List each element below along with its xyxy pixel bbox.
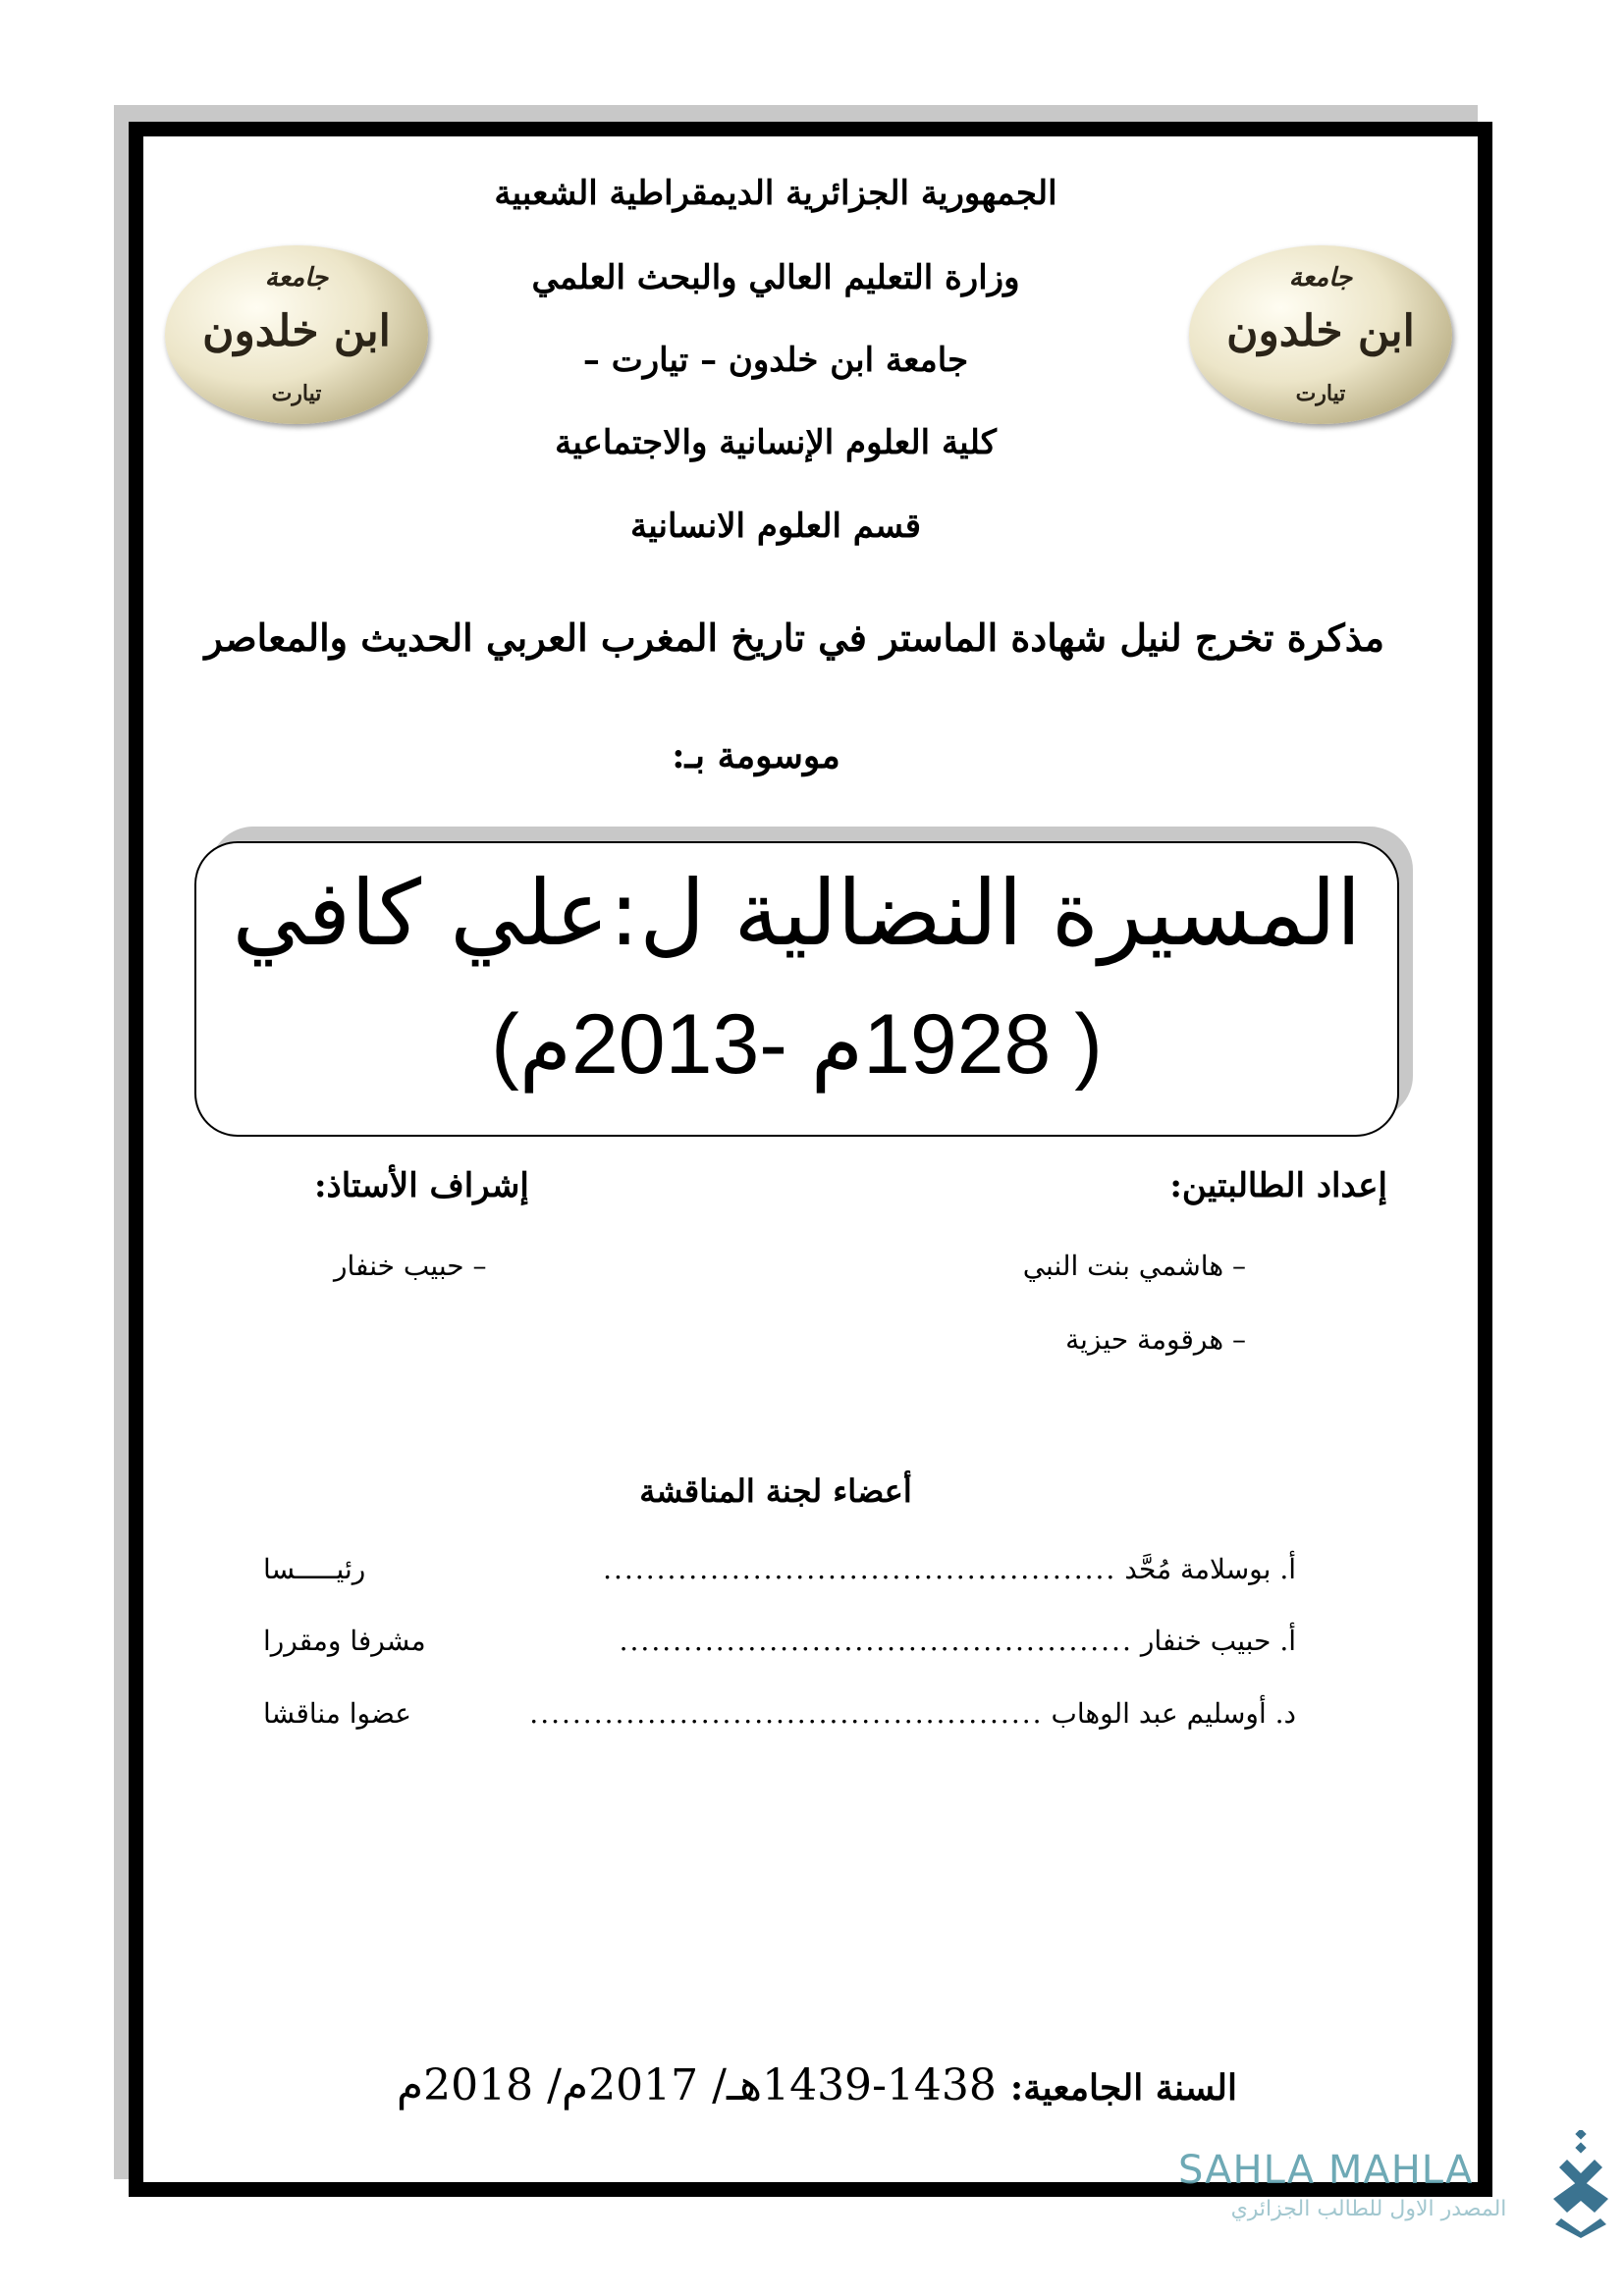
supervisor-name: – حبيب خنفار xyxy=(334,1250,487,1282)
student-name: – هاشمي بنت النبي xyxy=(1022,1250,1246,1282)
academic-year xyxy=(396,2056,1237,2117)
member-role: مشرفا ومقررا xyxy=(263,1625,426,1657)
logo-text-top: جامعة xyxy=(1288,263,1353,293)
member-name: أ. حبيب خنفار xyxy=(1140,1625,1296,1657)
member-role: عضوا مناقشا xyxy=(263,1697,412,1730)
university-heading: جامعة ابن خلدون – تيارت – xyxy=(582,341,969,380)
student-name: – هرقومة حيزية xyxy=(1065,1323,1246,1356)
thesis-purpose: مذكرة تخرج لنيل شهادة الماستر في تاريخ المغرب العربي الحديث والمعاصر xyxy=(204,615,1384,660)
university-logo-left xyxy=(165,245,428,424)
watermark-brand: SAHLA MAHLA xyxy=(1178,2148,1474,2193)
sahla-mahla-watermark xyxy=(1178,2140,1624,2268)
logo-text-main: ابن خلدون xyxy=(202,306,391,356)
sahla-mahla-logo-icon xyxy=(1547,2130,1616,2238)
committee-title: أعضاء لجنة المناقشة xyxy=(639,1472,912,1510)
member-name: أ. بوسلامة مُحَّد xyxy=(1124,1553,1296,1585)
logo-text-bottom: تيارت xyxy=(271,381,322,406)
faculty-heading: كلية العلوم الإنسانية والاجتماعية xyxy=(555,423,997,462)
member-role: رئيـــــسا xyxy=(263,1553,366,1585)
thesis-title: المسيرة النضالية ل:علي كافي xyxy=(232,861,1362,966)
thesis-title-box xyxy=(194,841,1399,1137)
committee-member-row xyxy=(263,1550,1296,1589)
logo-text-main: ابن خلدون xyxy=(1226,306,1415,356)
member-dots: ................................................ xyxy=(603,1553,1117,1585)
thesis-title-dates: ( 1928م -2013م) xyxy=(491,997,1103,1092)
watermark-tagline: المصدر الاول للطالب الجزائري xyxy=(1230,2197,1507,2221)
department-heading: قسم العلوم الانسانية xyxy=(630,507,921,546)
committee-member-row xyxy=(263,1694,1296,1734)
committee-member-row xyxy=(263,1622,1296,1661)
supervisor-label: إشراف الأستاذ: xyxy=(314,1166,529,1205)
university-logo-right xyxy=(1189,245,1452,424)
ministry-heading: وزارة التعليم العالي والبحث العلمي xyxy=(531,258,1020,297)
republic-heading: الجمهورية الجزائرية الديمقراطية الشعبية xyxy=(494,174,1057,213)
academic-year-label: السنة الجامعية: xyxy=(1009,2067,1237,2109)
titled-label: موسومة بـ: xyxy=(672,735,840,776)
students-label: إعداد الطالبتين: xyxy=(1169,1166,1387,1205)
academic-year-value: 1438-1439هـ/ 2017م/ 2018م xyxy=(396,2060,997,2110)
logo-text-top: جامعة xyxy=(264,263,329,293)
logo-text-bottom: تيارت xyxy=(1295,381,1346,406)
member-dots: ................................................ xyxy=(619,1625,1133,1657)
member-dots: ................................................ xyxy=(529,1697,1044,1730)
member-name: د. أوسليم عبد الوهاب xyxy=(1051,1697,1296,1730)
